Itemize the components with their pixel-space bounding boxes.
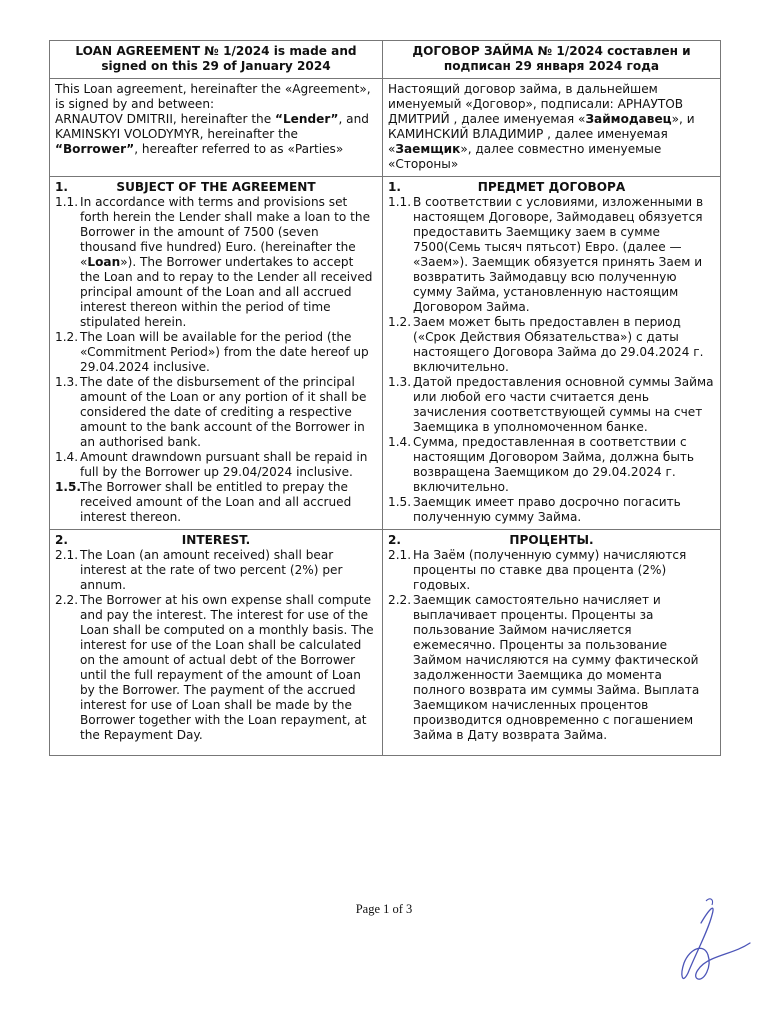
- en-preamble: [50, 79, 383, 177]
- en-title: LOAN AGREEMENT № 1/2024 is made and signed on this 29 of January 2024: [50, 41, 383, 79]
- clause-text: Заемщик имеет право досрочно погасить полученную сумму Займа.: [413, 495, 681, 524]
- clause-number: 2.1.: [55, 548, 79, 562]
- clause-number: 1.5.: [388, 495, 412, 509]
- clause-text: [80, 195, 377, 330]
- clause-text-a: In accordance with terms and provisions set forth herein the Lender shall make a loan to the Borrower in the amount of 7500 (seven thousand five hundred) Euro. (hereinafter the «: [80, 195, 371, 269]
- ru-clause-1-2: [388, 315, 715, 375]
- borrower-term: “Borrower”: [55, 142, 135, 156]
- ru-borrower-term: Заемщик: [395, 142, 461, 156]
- section-number: 1.: [55, 180, 69, 194]
- cell-spacer: [55, 743, 377, 751]
- ru-section1: [383, 177, 721, 530]
- section-heading: SUBJECT OF THE AGREEMENT: [116, 180, 316, 194]
- contract-table: [49, 40, 721, 756]
- clause-number: 2.2.: [55, 593, 79, 607]
- clause-1-3: [55, 375, 377, 450]
- section2-row: [50, 530, 721, 756]
- clause-number: 1.2.: [388, 315, 412, 329]
- en-section1-title: [55, 180, 377, 195]
- ru-lender-term: Займодавец: [585, 112, 672, 126]
- ru-clause-1-3: [388, 375, 715, 435]
- ru-title: ДОГОВОР ЗАЙМА № 1/2024 составлен и подписан 29 января 2024 года: [383, 41, 721, 79]
- ru-clause-2-2: [388, 593, 715, 743]
- clause-number: 2.1.: [388, 548, 412, 562]
- en-preamble-borrower: [55, 127, 377, 157]
- clause-1-5: [55, 480, 377, 525]
- clause-2-2: [55, 593, 377, 743]
- lender-suffix: , and: [338, 112, 369, 126]
- clause-text: В соответствии с условиями, изложенными в настоящем Договоре, Займодавец обязуется предоставить Заемщику заем в сумме 7500(Семь тысяч пятьсот) Евро. (далее — «Заем»). Заемщик обязуется принять Заем и возвратить Займодавцу всю полученную сумму Займа, установленную настоящим Договором Займа.: [413, 195, 704, 314]
- ru-clause-1-1: [388, 195, 715, 315]
- section-number: 1.: [388, 180, 402, 194]
- clause-number: 1.2.: [55, 330, 79, 344]
- preamble-row: [50, 79, 721, 177]
- clause-number: 1.1.: [388, 195, 412, 209]
- section-heading: ПРЕДМЕТ ДОГОВОРА: [477, 180, 626, 194]
- ru-preamble-intro: Настоящий договор займа, в дальнейшем именуемый «Договор», подписали: АРНАУТОВ ДМИТРИЙ , далее именуемая «: [388, 82, 684, 126]
- clause-text: The Loan (an amount received) shall bear interest at the rate of two percent (2%) per annum.: [80, 548, 343, 592]
- ru-section2-title: [388, 533, 715, 548]
- ru-clause-1-4: [388, 435, 715, 495]
- lender-prefix: ARNAUTOV DMITRII, hereinafter the: [55, 112, 276, 126]
- clause-number: 1.3.: [388, 375, 412, 389]
- clause-text: The date of the disbursement of the principal amount of the Loan or any portion of it shall be considered the date of crediting a respective amount to the bank account of the Borrower in an authorised bank.: [80, 375, 367, 449]
- ru-section1-title: [388, 180, 715, 195]
- ru-clause-1-5: [388, 495, 715, 525]
- ru-clause-2-1: [388, 548, 715, 593]
- loan-term: Loan: [87, 255, 121, 269]
- clause-text: Датой предоставления основной суммы Займа или любой его части считается день зачисления соответствующей суммы на счет Заемщика в уполномоченном банке.: [413, 375, 714, 434]
- contract-page: [49, 40, 720, 756]
- section1-row: [50, 177, 721, 530]
- clause-text: Сумма, предоставленная в соответствии с настоящим Договором Займа, должна быть возвращена Заемщиком до 29.04.2024 г. включительно.: [413, 435, 695, 494]
- signature-icon: [668, 893, 758, 988]
- ru-preamble: [383, 79, 721, 177]
- clause-text: Заемщик самостоятельно начисляет и выплачивает проценты. Проценты за пользование Займом начисляется ежемесячно. Проценты за пользование Займом начисляются на сумму фактической задолженности Заемщика до момента полного возврата им суммы Займа. Выплата Заемщиком начисленных процентов производится одновременно с погашением Займа в Дату возврата Займа.: [413, 593, 700, 742]
- clause-number: 1.5.: [55, 480, 82, 494]
- clause-text-b: »). The Borrower undertakes to accept the Loan and to repay to the Lender all received principal amount of the Loan and all accrued interest thereon within the period of time stipulated herein.: [80, 255, 373, 329]
- en-section1: [50, 177, 383, 530]
- clause-text: The Borrower at his own expense shall compute and pay the interest. The interest for use of the Loan shall be computed on a monthly basis. The interest for use of the Loan shall be calculated on the amount of actual debt of the Borrower until the full repayment of the amount of Loan by the Borrower. The payment of the accrued interest for use of Loan shall be made by the Borrower together with the Loan repayment, at the Repayment Day.: [80, 593, 374, 742]
- header-row: [50, 41, 721, 79]
- clause-text: The Borrower shall be entitled to prepay the received amount of the Loan and all accrued interest thereon.: [80, 480, 352, 524]
- section-heading: ПРОЦЕНТЫ.: [509, 533, 594, 547]
- clause-2-1: [55, 548, 377, 593]
- borrower-prefix: KAMINSKYI VOLODYMYR, hereinafter the: [55, 127, 298, 141]
- section-heading: INTEREST.: [181, 533, 251, 547]
- en-section2-title: [55, 533, 377, 548]
- ru-preamble-middle: », и КАМИНСКИЙ ВЛАДИМИР , далее именуемая «: [388, 112, 695, 156]
- clause-text: На Заём (полученную сумму) начисляются проценты по ставке два процента (2%) годовых.: [413, 548, 687, 592]
- clause-number: 2.2.: [388, 593, 412, 607]
- clause-number: 1.3.: [55, 375, 79, 389]
- page-number: Page 1 of 3: [355, 902, 413, 916]
- clause-text: Amount drawndown pursuant shall be repaid in full by the Borrower up 29.04/2024 inclusive.: [80, 450, 368, 479]
- ru-preamble-end: », далее совместно именуемые «Стороны»: [388, 142, 662, 171]
- section-number: 2.: [388, 533, 402, 547]
- clause-text: The Loan will be available for the period (the «Commitment Period») from the date hereof up 29.04.2024 inclusive.: [80, 330, 369, 374]
- lender-term: “Lender”: [275, 112, 339, 126]
- clause-number: 1.4.: [388, 435, 412, 449]
- section-number: 2.: [55, 533, 69, 547]
- en-preamble-intro: This Loan agreement, hereinafter the «Agreement», is signed by and between:: [55, 82, 371, 111]
- clause-number: 1.1.: [55, 195, 79, 209]
- clause-text: Заем может быть предоставлен в период («Срок Действия Обязательства») с даты настоящего Договора Займа до 29.04.2024 г. включительно.: [413, 315, 704, 374]
- clause-number: 1.4.: [55, 450, 79, 464]
- clause-1-4: [55, 450, 377, 480]
- en-section2: [50, 530, 383, 756]
- clause-1-1: [55, 195, 377, 330]
- en-preamble-lender: [55, 112, 377, 127]
- borrower-suffix: , hereafter referred to as «Parties»: [134, 142, 344, 156]
- ru-section2: [383, 530, 721, 756]
- clause-1-2: [55, 330, 377, 375]
